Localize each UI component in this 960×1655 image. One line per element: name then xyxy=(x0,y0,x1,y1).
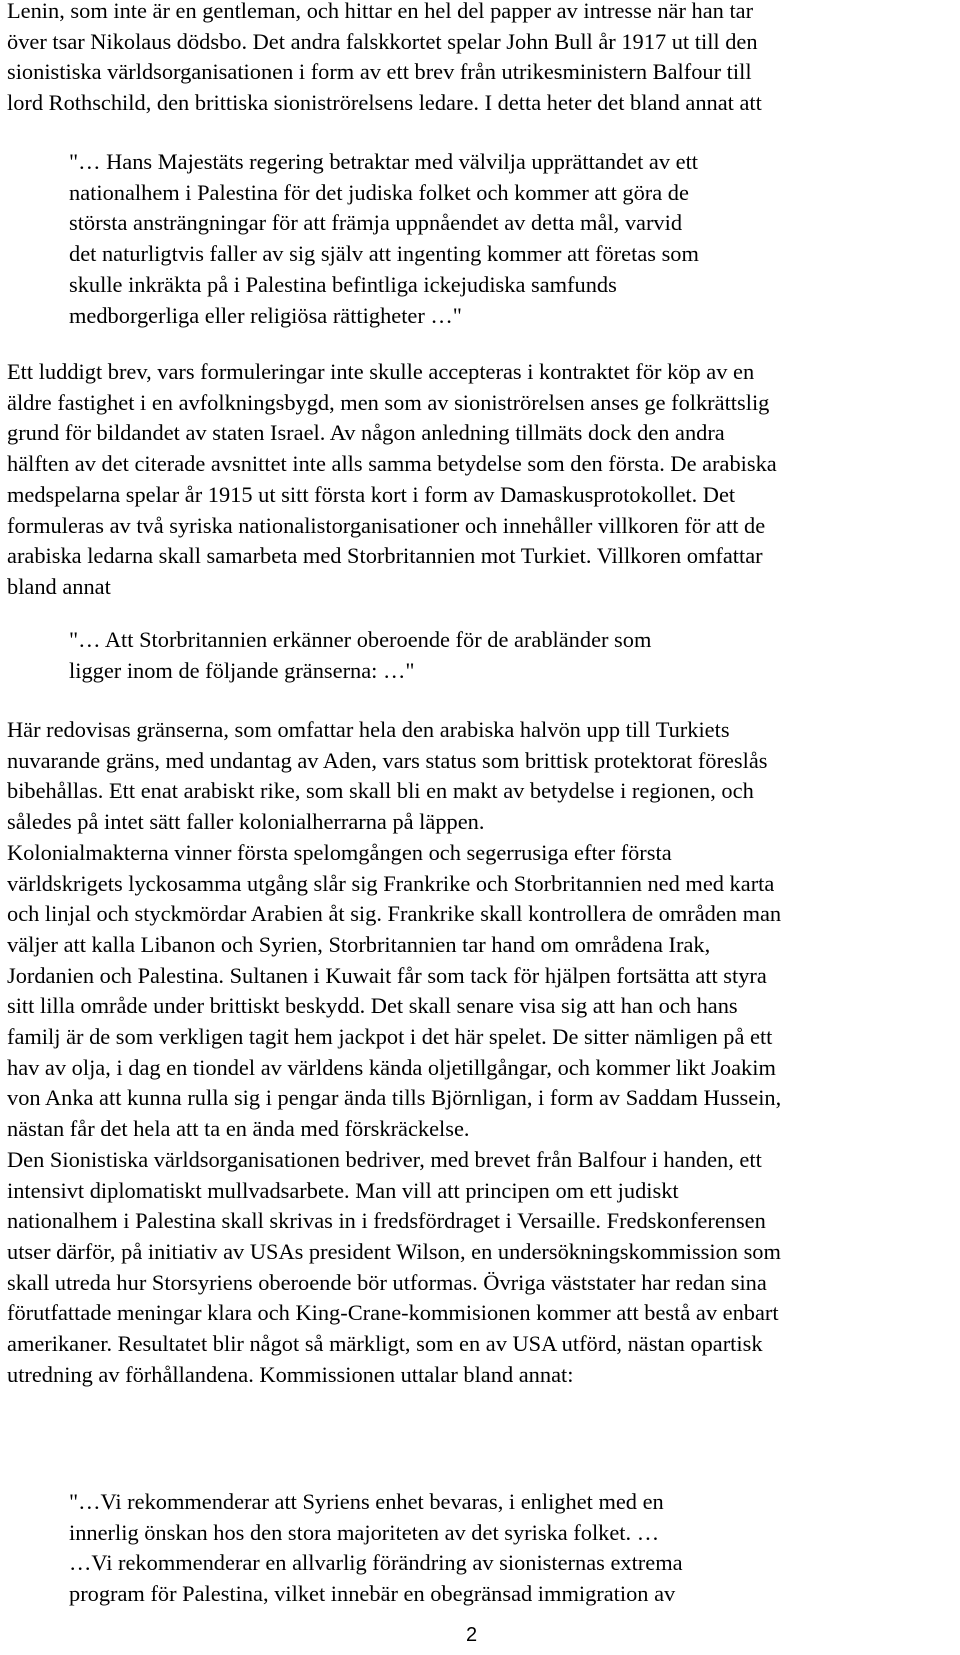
text-line: således på intet sätt faller kolonialherrarna på läppen. xyxy=(7,809,485,835)
paragraph-colonial-powers xyxy=(7,715,957,1390)
text-line: sionistiska världsorganisationen i form av ett brev från utrikesministern Balfour till xyxy=(7,59,752,85)
text-line: Ett luddigt brev, vars formuleringar inte skulle accepteras i kontraktet för köp av en xyxy=(7,359,755,384)
text-line: Kolonialmakterna vinner första spelomgången och segerrusiga efter första xyxy=(7,839,672,865)
text-line: grund för bildandet av staten Israel. Av någon anledning tillmäts dock den andra xyxy=(7,420,725,446)
quote-line: det naturligtvis faller av sig själv att ingenting kommer att företas som xyxy=(69,241,699,267)
text-line: över tsar Nikolaus dödsbo. Det andra falskkortet spelar John Bull år 1917 ut till den xyxy=(7,28,758,54)
text-line: äldre fastighet i en avfolkningsbygd, men som av sioniströrelsen anses ge folkrättslig xyxy=(7,389,770,415)
text-line: utredning av förhållandena. Kommissionen uttalar bland annat: xyxy=(7,1361,574,1387)
text-line: världskrigets lyckosamma utgång slår sig Frankrike och Storbritannien ned med karta xyxy=(7,870,775,896)
paragraph-damaskus-protocol xyxy=(7,357,957,603)
text-line: och linjal och styckmördar Arabien åt sig. Frankrike skall kontrollera de områden man xyxy=(7,901,782,927)
text-line: utser därför, på initiativ av USAs president Wilson, en undersökningskommission som xyxy=(7,1238,781,1264)
text-line: Lenin, som inte är en gentleman, och hittar en hel del papper av intresse när han tar xyxy=(7,0,754,23)
quote-line: innerlig önskan hos den stora majoriteten av det syriska folket. … xyxy=(69,1519,660,1545)
text-line: familj är de som verkligen tagit hem jackpot i det här spelet. De sitter nämligen på ett xyxy=(7,1024,773,1050)
text-line: Jordanien och Palestina. Sultanen i Kuwait får som tack för hjälpen fortsätta att styra xyxy=(7,962,767,988)
quote-balfour-declaration xyxy=(69,147,949,331)
text-line: lord Rothschild, den brittiska sioniströrelsens ledare. I detta heter det bland annat att xyxy=(7,90,762,116)
quote-line: ligger inom de följande gränserna: …" xyxy=(69,657,415,683)
quote-line: program för Palestina, vilket innebär en obegränsad immigration av xyxy=(69,1581,676,1607)
quote-line: …Vi rekommenderar en allvarlig förändring av sionisternas extrema xyxy=(69,1550,683,1576)
quote-line: nationalhem i Palestina för det judiska folket och kommer att göra de xyxy=(69,179,689,205)
quote-commission-recommendations xyxy=(69,1487,949,1610)
text-line: formuleras av två syriska nationalistorganisationer och innehåller villkoren för att de xyxy=(7,512,766,538)
quote-line: "…Vi rekommenderar att Syriens enhet bevaras, i enlighet med en xyxy=(69,1489,664,1514)
text-line: Den Sionistiska världsorganisationen bedriver, med brevet från Balfour i handen, ett xyxy=(7,1146,762,1172)
quote-line: medborgerliga eller religiösa rättigheter …" xyxy=(69,302,462,328)
text-line: bland annat xyxy=(7,573,111,599)
quote-line: "… Att Storbritannien erkänner oberoende för de arabländer som xyxy=(69,627,652,652)
quote-arab-borders xyxy=(69,625,949,686)
quote-line: största ansträngningar för att främja uppnåendet av detta mål, varvid xyxy=(69,210,683,236)
text-line: sitt lilla område under brittiskt beskydd. Det skall senare visa sig att han och hans xyxy=(7,993,738,1019)
text-line: skall utreda hur Storsyriens oberoende bör utformas. Övriga väststater har redan sina xyxy=(7,1269,767,1295)
paragraph-lenin-balfour xyxy=(7,0,957,119)
text-line: medspelarna spelar år 1915 ut sitt första kort i form av Damaskusprotokollet. Det xyxy=(7,481,736,507)
text-line: intensivt diplomatiskt mullvadsarbete. Man vill att principen om ett judiskt xyxy=(7,1177,679,1203)
quote-line: "… Hans Majestäts regering betraktar med välvilja upprättandet av ett xyxy=(69,149,699,174)
text-line: hälften av det citerade avsnittet inte alls samma betydelse som den första. De arabiska xyxy=(7,451,777,477)
text-line: von Anka att kunna rulla sig i pengar ända tills Björnligan, i form av Saddam Hussein, xyxy=(7,1085,782,1111)
text-line: arabiska ledarna skall samarbeta med Storbritannien mot Turkiet. Villkoren omfattar xyxy=(7,543,763,569)
page-number: 2 xyxy=(466,1624,478,1646)
text-line: förutfattade meningar klara och King-Crane-kommisionen kommer att bestå av enbart xyxy=(7,1300,779,1326)
text-line: nationalhem i Palestina skall skrivas in i fredsfördraget i Versaille. Fredskonferensen xyxy=(7,1208,766,1234)
quote-line: skulle inkräkta på i Palestina befintliga ickejudiska samfunds xyxy=(69,271,617,297)
text-line: väljer att kalla Libanon och Syrien, Storbritannien tar hand om områdena Irak, xyxy=(7,931,711,957)
text-line: nästan får det hela att ta en ända med förskräckelse. xyxy=(7,1116,470,1142)
text-line: Här redovisas gränserna, som omfattar hela den arabiska halvön upp till Turkiets xyxy=(7,717,730,742)
text-line: hav av olja, i dag en tiondel av världens kända oljetillgångar, och kommer likt Joakim xyxy=(7,1054,776,1080)
text-line: bibehållas. Ett enat arabiskt rike, som skall bli en makt av betydelse i regionen, och xyxy=(7,778,754,804)
text-line: nuvarande gräns, med undantag av Aden, vars status som brittisk protektorat föreslås xyxy=(7,747,768,773)
text-line: amerikaner. Resultatet blir något så märkligt, som en av USA utförd, nästan opartisk xyxy=(7,1331,763,1357)
